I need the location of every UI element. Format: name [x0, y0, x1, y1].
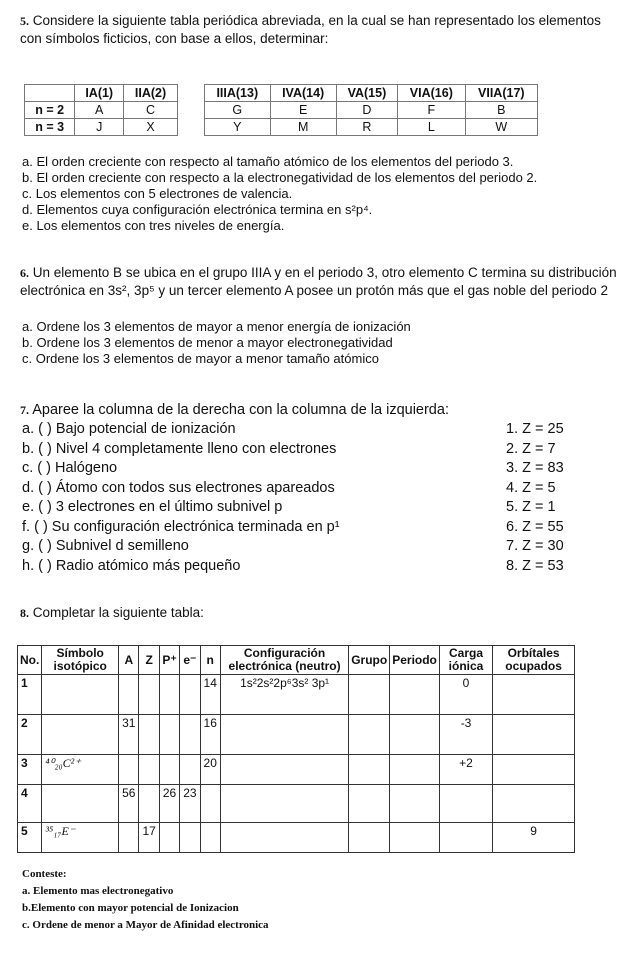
table-cell [493, 785, 575, 823]
table-cell [180, 715, 200, 755]
question-6-items [22, 319, 411, 367]
table-cell [139, 755, 159, 785]
table-cell [139, 715, 159, 755]
table-cell: n = 2 [25, 102, 75, 119]
list-item: 7. Z = 30 [506, 538, 564, 554]
table-cell [139, 675, 159, 715]
table-cell: 17 [139, 823, 159, 853]
table-cell [42, 715, 119, 755]
question-8: 8. Completar la siguiente tabla: [20, 605, 204, 620]
table-cell [349, 785, 390, 823]
list-item: d. ( ) Átomo con todos sus electrones apareados [22, 479, 335, 496]
column-header: e⁻ [180, 646, 200, 675]
list-item: c. Los elementos con 5 electrones de valencia. [22, 186, 293, 201]
list-item: 4. Z = 5 [506, 479, 556, 496]
table-cell: R [336, 119, 397, 136]
list-item: e. ( ) 3 electrones en el último subnivel p [22, 499, 283, 515]
table-cell [349, 755, 390, 785]
table-row [25, 119, 178, 136]
table-cell [390, 715, 440, 755]
list-item: 8. Z = 53 [506, 557, 564, 574]
question-7-left-column [22, 420, 340, 576]
table-cell: 0 [439, 675, 492, 715]
list-item: b. ( ) Nivel 4 completamente lleno con electrones [22, 440, 337, 457]
table-cell [439, 823, 492, 853]
column-header: Orbítales ocupados [493, 646, 575, 675]
list-item: 1. Z = 25 [506, 421, 564, 437]
table-cell [200, 785, 220, 823]
table-cell [390, 785, 440, 823]
table-cell: ³⁵₁₇E⁻ [42, 823, 119, 853]
table-cell: 4 [18, 785, 42, 823]
question-5-items [22, 154, 537, 234]
question-7: 7. Aparee la columna de la derecha con la columna de la izquierda: [20, 402, 449, 418]
table-cell [119, 823, 139, 853]
question-5: 5. Considere la siguiente tabla periódica abreviada, en la cual se han representado los elementos con símbolos ficticios, con base a ellos, determinar: [20, 13, 601, 46]
column-header: IIIA(13) [205, 85, 271, 102]
column-header: IVA(14) [270, 85, 336, 102]
table-cell: 3 [18, 755, 42, 785]
table-cell: A [75, 102, 124, 119]
column-header: VIA(16) [398, 85, 466, 102]
table-row [18, 675, 575, 715]
list-item: 5. Z = 1 [506, 499, 556, 515]
table-cell [159, 823, 179, 853]
table-cell: W [465, 119, 537, 136]
list-item: c. ( ) Halógeno [22, 460, 118, 476]
column-header: n [200, 646, 220, 675]
table-cell [42, 785, 119, 823]
table-cell [159, 755, 179, 785]
table-cell: +2 [439, 755, 492, 785]
table-cell: 2 [18, 715, 42, 755]
list-item: c. Ordene los 3 elementos de mayor a menor tamaño atómico [22, 351, 379, 366]
table-cell [220, 715, 348, 755]
list-item: b. El orden creciente con respecto a la electronegatividad de los elementos del periodo 2. [22, 170, 538, 185]
table-cell [139, 785, 159, 823]
table-cell [349, 715, 390, 755]
table-cell: M [270, 119, 336, 136]
table-cell [390, 823, 440, 853]
table-cell: 20 [200, 755, 220, 785]
list-item: 2. Z = 7 [506, 440, 556, 457]
table-cell: 1 [18, 675, 42, 715]
table-cell: C [124, 102, 178, 119]
table-cell [390, 755, 440, 785]
table-cell [119, 755, 139, 785]
column-header: No. [18, 646, 42, 675]
question-7-right-column [506, 420, 564, 576]
table-cell [349, 675, 390, 715]
table-cell: L [398, 119, 466, 136]
table-cell: 9 [493, 823, 575, 853]
conteste-section: Conteste: a. Elemento mas electronegativo b.Elemento con mayor potencial de Ionizacion c. Ordene de menor a Mayor de Afinidad electronica [22, 866, 269, 934]
list-item: e. Los elementos con tres niveles de energía. [22, 218, 285, 233]
table-cell: 16 [200, 715, 220, 755]
list-item: a. El orden creciente con respecto al tamaño atómico de los elementos del periodo 3. [22, 154, 514, 169]
list-item: b. Ordene los 3 elementos de menor a mayor electronegatividad [22, 335, 393, 350]
table-cell: B [465, 102, 537, 119]
table-cell: G [205, 102, 271, 119]
table-row [18, 785, 575, 823]
table-cell [180, 755, 200, 785]
table-row [18, 823, 575, 853]
table-cell [180, 675, 200, 715]
table-cell: 23 [180, 785, 200, 823]
column-header: IA(1) [75, 85, 124, 102]
table-row [25, 102, 178, 119]
table-cell [159, 675, 179, 715]
column-header: Configuración electrónica (neutro) [220, 646, 348, 675]
table-cell [349, 823, 390, 853]
list-item: a. ( ) Bajo potencial de ionización [22, 421, 236, 437]
periodic-table-right [204, 84, 538, 136]
table-cell [493, 755, 575, 785]
table-cell: 5 [18, 823, 42, 853]
table-cell [220, 823, 348, 853]
table-cell: 1s²2s²2p⁶3s² 3p¹ [220, 675, 348, 715]
list-item: h. ( ) Radio atómico más pequeño [22, 557, 241, 574]
list-item: a. Elemento mas electronegativo [22, 885, 174, 897]
table-cell [42, 675, 119, 715]
column-header: P⁺ [159, 646, 179, 675]
list-item: 6. Z = 55 [506, 518, 564, 535]
table-cell: n = 3 [25, 119, 75, 136]
column-header: IIA(2) [124, 85, 178, 102]
column-header: VA(15) [336, 85, 397, 102]
table-cell [159, 715, 179, 755]
table-row [205, 102, 538, 119]
table-cell [180, 823, 200, 853]
table-cell: 26 [159, 785, 179, 823]
table-cell: ⁴⁰₂₀C²⁺ [42, 755, 119, 785]
table-cell: Y [205, 119, 271, 136]
column-header: Grupo [349, 646, 390, 675]
column-header: Periodo [390, 646, 440, 675]
table-cell: F [398, 102, 466, 119]
list-item: d. Elementos cuya configuración electrónica termina en s²p⁴. [22, 202, 373, 217]
list-item: f. ( ) Su configuración electrónica terminada en p¹ [22, 518, 340, 535]
table-cell [200, 823, 220, 853]
column-header: Carga iónica [439, 646, 492, 675]
column-header: Z [139, 646, 159, 675]
table-cell [220, 785, 348, 823]
table-cell [439, 785, 492, 823]
table-cell: E [270, 102, 336, 119]
column-header: VIIA(17) [465, 85, 537, 102]
table-row [205, 119, 538, 136]
column-header [25, 85, 75, 102]
list-item: c. Ordene de menor a Mayor de Afinidad electronica [22, 919, 269, 931]
table-cell: D [336, 102, 397, 119]
list-item: b.Elemento con mayor potencial de Ionizacion [22, 902, 239, 914]
table-cell [493, 715, 575, 755]
list-item: 3. Z = 83 [506, 460, 564, 476]
completion-table [17, 645, 575, 853]
table-cell: 14 [200, 675, 220, 715]
column-header: A [119, 646, 139, 675]
table-cell: -3 [439, 715, 492, 755]
table-row [18, 755, 575, 785]
column-header: Símbolo isotópico [42, 646, 119, 675]
table-cell: J [75, 119, 124, 136]
table-row [18, 715, 575, 755]
table-cell [493, 675, 575, 715]
question-6: 6. Un elemento B se ubica en el grupo IIIA y en el periodo 3, otro elemento C termina su distribución electrónica en 3s², 3p⁵ y un tercer elemento A posee un protón más que el gas noble del periodo 2 [20, 265, 617, 298]
table-cell [119, 675, 139, 715]
table-cell: 56 [119, 785, 139, 823]
table-cell: X [124, 119, 178, 136]
list-item: g. ( ) Subnivel d semilleno [22, 538, 189, 554]
table-cell [390, 675, 440, 715]
table-cell [220, 755, 348, 785]
table-cell: 31 [119, 715, 139, 755]
list-item: a. Ordene los 3 elementos de mayor a menor energía de ionización [22, 319, 411, 334]
periodic-table-left [24, 84, 178, 136]
